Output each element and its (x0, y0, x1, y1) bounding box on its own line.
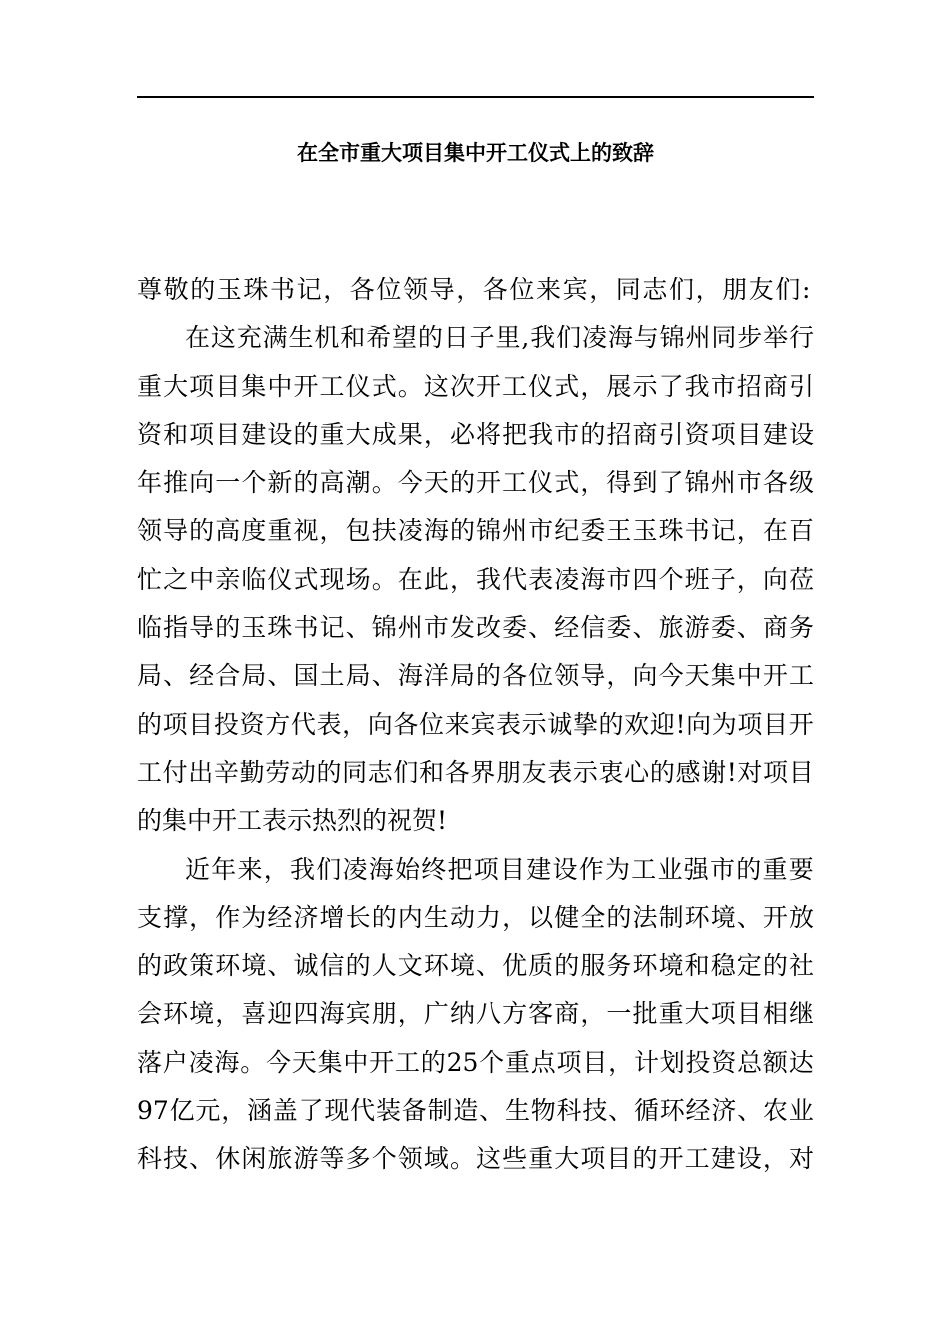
salutation-line: 尊敬的玉珠书记，各位领导，各位来宾，同志们，朋友们: (137, 275, 813, 304)
paragraph-2-line-1: 近 年 来 ， 我 们 凌 海 始 终 把 项 目 建 设 作 为 工 业 强 市 的 重 要 (185, 854, 814, 884)
paragraph-1-line-2: 重 大 项 目 集 中 开 工 仪 式 。 这 次 开 工 仪 式 ， 展 示 了 我 市 招 商 引 (137, 371, 814, 401)
paragraph-1-line-5: 领 导 的 高 度 重 视 ， 包 扶 凌 海 的 锦 州 市 纪 委 王 玉 珠 书 记 ， 在 百 (137, 516, 814, 546)
header-rule (137, 96, 814, 98)
paragraph-1-line-11: 的集中开工表示热烈的祝贺! (137, 806, 448, 836)
document-body (137, 266, 814, 1184)
paragraph-2-line-5: 落 户 凌 海 。 今 天 集 中 开 工 的 25 个 重 点 项 目 ， 计 划 投 资 总 额 达 (137, 1047, 814, 1077)
paragraph-2-line-3: 的 政 策 环 境 、 诚 信 的 人 文 环 境 、 优 质 的 服 务 环 境 和 稳 定 的 社 (137, 951, 814, 981)
paragraph-1-line-4: 年 推 向 一 个 新 的 高 潮 。 今 天 的 开 工 仪 式 ， 得 到 了 锦 州 市 各 级 (137, 468, 814, 498)
paragraph-1-line-6: 忙 之 中 亲 临 仪 式 现 场 。 在 此 ， 我 代 表 凌 海 市 四 个 班 子 ， 向 莅 (137, 564, 814, 594)
paragraph-1-line-1: 在 这 充 满 生 机 和 希 望 的 日 子 里 , 我 们 凌 海 与 锦 州 同 步 举 行 (185, 323, 814, 353)
paragraph-2-line-2: 支 撑 ， 作 为 经 济 增 长 的 内 生 动 力 ， 以 健 全 的 法 制 环 境 、 开 放 (137, 902, 814, 932)
paragraph-1-line-10: 工 付 出 辛 勤 劳 动 的 同 志 们 和 各 界 朋 友 表 示 衷 心 的 感 谢 ! 对 项 目 (137, 757, 814, 787)
paragraph-2-line-6: 97 亿 元 ， 涵 盖 了 现 代 装 备 制 造 、 生 物 科 技 、 循 环 经 济 、 农 业 (137, 1096, 814, 1126)
paragraph-1-line-7: 临 指 导 的 玉 珠 书 记 、 锦 州 市 发 改 委 、 经 信 委 、 旅 游 委 、 商 务 (137, 613, 814, 643)
paragraph-2-line-7: 科 技 、 休 闲 旅 游 等 多 个 领 域 。 这 些 重 大 项 目 的 开 工 建 设 ， 对 (137, 1144, 814, 1174)
paragraph-1-line-3: 资 和 项 目 建 设 的 重 大 成 果 ， 必 将 把 我 市 的 招 商 引 资 项 目 建 设 (137, 419, 814, 449)
paragraph-2-line-4: 会 环 境 ， 喜 迎 四 海 宾 朋 ， 广 纳 八 方 客 商 ， 一 批 重 大 项 目 相 继 (137, 999, 814, 1029)
paragraph-1-line-9: 的 项 目 投 资 方 代 表 ， 向 各 位 来 宾 表 示 诚 挚 的 欢 迎 ! 向 为 项 目 开 (137, 709, 814, 739)
document-title: 在全市重大项目集中开工仪式上的致辞 (297, 141, 654, 165)
paragraph-1-line-8: 局 、 经 合 局 、 国 土 局 、 海 洋 局 的 各 位 领 导 ， 向 今 天 集 中 开 工 (137, 661, 814, 691)
